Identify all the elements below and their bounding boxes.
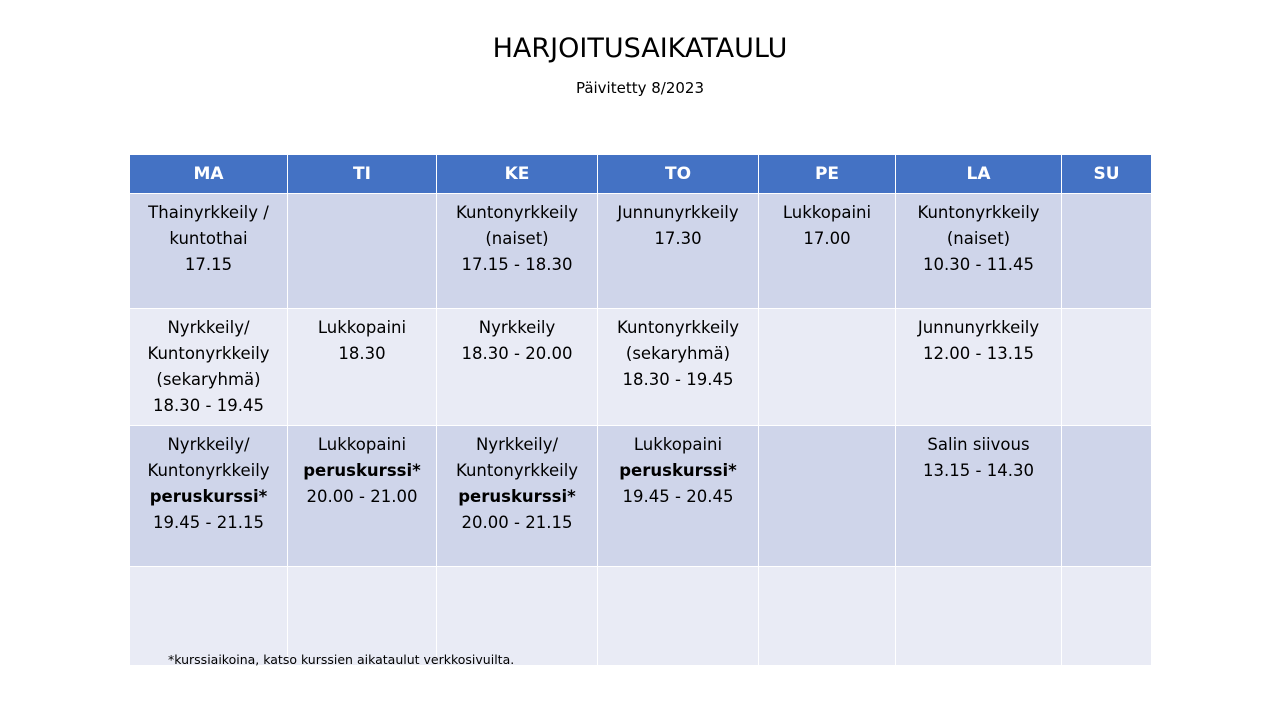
schedule-cell-ti (288, 194, 437, 309)
schedule-cell-ti (288, 567, 437, 666)
cell-text: (naiset) (485, 229, 549, 248)
cell-text: Kuntonyrkkeily (917, 203, 1040, 222)
schedule-cell-pe (759, 194, 896, 309)
day-header-pe: PE (759, 155, 896, 194)
schedule-cell-la (896, 194, 1062, 309)
schedule-row (130, 194, 1152, 309)
schedule-cell-pe (759, 567, 896, 666)
schedule-cell-ma (130, 567, 288, 666)
cell-text: Junnunyrkkeily (917, 318, 1040, 337)
cell-text: (naiset) (946, 229, 1011, 248)
cell-text: Kuntonyrkkeily (455, 461, 579, 480)
schedule-cell-ke (437, 567, 598, 666)
cell-text: 20.00 - 21.15 (461, 513, 573, 532)
cell-text: Nyrkkeily/ (167, 435, 250, 454)
cell-text: Kuntonyrkkeily (147, 461, 270, 480)
cell-text: Nyrkkeily/ (167, 318, 250, 337)
schedule-cell-to (598, 194, 759, 309)
cell-text: Nyrkkeily (478, 318, 556, 337)
schedule-cell-la (896, 426, 1062, 567)
cell-text: (sekaryhmä) (625, 344, 731, 363)
schedule-row (130, 309, 1152, 426)
schedule-cell-to (598, 426, 759, 567)
cell-text: peruskurssi* (458, 487, 576, 506)
cell-text: 17.00 (803, 229, 851, 248)
schedule-cell-ke (437, 426, 598, 567)
cell-text: Lukkopaini (317, 318, 407, 337)
cell-text: 13.15 - 14.30 (923, 461, 1034, 480)
cell-text: 19.45 - 20.45 (622, 487, 734, 506)
schedule-cell-la (896, 567, 1062, 666)
cell-text: 17.15 (184, 255, 233, 274)
cell-text: peruskurssi* (619, 461, 737, 480)
cell-text: Junnunyrkkeily (617, 203, 739, 222)
cell-text: kuntothai (169, 229, 248, 248)
schedule-row (130, 567, 1152, 666)
cell-text: Nyrkkeily/ (475, 435, 559, 454)
cell-text: 18.30 - 20.00 (461, 344, 573, 363)
schedule-cell-su (1062, 426, 1152, 567)
cell-text: 18.30 - 19.45 (622, 370, 734, 389)
day-header-la: LA (896, 155, 1062, 194)
cell-text: Thainyrkkeily / (148, 203, 269, 222)
schedule-cell-su (1062, 194, 1152, 309)
cell-text: (sekaryhmä) (156, 370, 261, 389)
page-title: HARJOITUSAIKATAULU (492, 33, 788, 64)
day-header-ke: KE (437, 155, 598, 194)
footnote: *kurssiaikoina, katso kurssien aikataulut verkkosivuilta. (168, 652, 515, 667)
schedule-cell-ti (288, 309, 437, 426)
schedule-cell-su (1062, 309, 1152, 426)
day-header-to: TO (598, 155, 759, 194)
cell-text: 20.00 - 21.00 (306, 487, 418, 506)
schedule-cell-ke (437, 309, 598, 426)
cell-text: Lukkopaini (633, 435, 723, 454)
schedule-cell-ma (130, 309, 288, 426)
schedule-cell-to (598, 309, 759, 426)
day-header-ti: TI (288, 155, 437, 194)
schedule-cell-la (896, 309, 1062, 426)
cell-text: Kuntonyrkkeily (455, 203, 579, 222)
cell-text: peruskurssi* (303, 461, 421, 480)
schedule-cell-pe (759, 309, 896, 426)
page-subtitle: Päivitetty 8/2023 (575, 79, 705, 97)
cell-text: Lukkopaini (782, 203, 872, 222)
cell-text: 12.00 - 13.15 (923, 344, 1034, 363)
schedule-cell-ma (130, 194, 288, 309)
cell-text: 10.30 - 11.45 (923, 255, 1034, 274)
cell-text: Kuntonyrkkeily (147, 344, 270, 363)
schedule-row (130, 426, 1152, 567)
cell-text: peruskurssi* (149, 487, 268, 506)
day-header-su: SU (1062, 155, 1152, 194)
cell-text: 17.15 - 18.30 (461, 255, 573, 274)
cell-text: 17.30 (654, 229, 702, 248)
schedule-cell-pe (759, 426, 896, 567)
schedule-cell-ke (437, 194, 598, 309)
schedule-table (129, 154, 1152, 666)
cell-text: Kuntonyrkkeily (616, 318, 740, 337)
cell-text: 18.30 - 19.45 (153, 396, 264, 415)
cell-text: Lukkopaini (317, 435, 407, 454)
cell-text: 18.30 (338, 344, 386, 363)
cell-text: Salin siivous (927, 435, 1030, 454)
header-row (130, 155, 1152, 194)
cell-text: 19.45 - 21.15 (153, 513, 264, 532)
schedule-cell-ti (288, 426, 437, 567)
schedule-cell-ma (130, 426, 288, 567)
schedule-cell-su (1062, 567, 1152, 666)
day-header-ma: MA (130, 155, 288, 194)
schedule-cell-to (598, 567, 759, 666)
